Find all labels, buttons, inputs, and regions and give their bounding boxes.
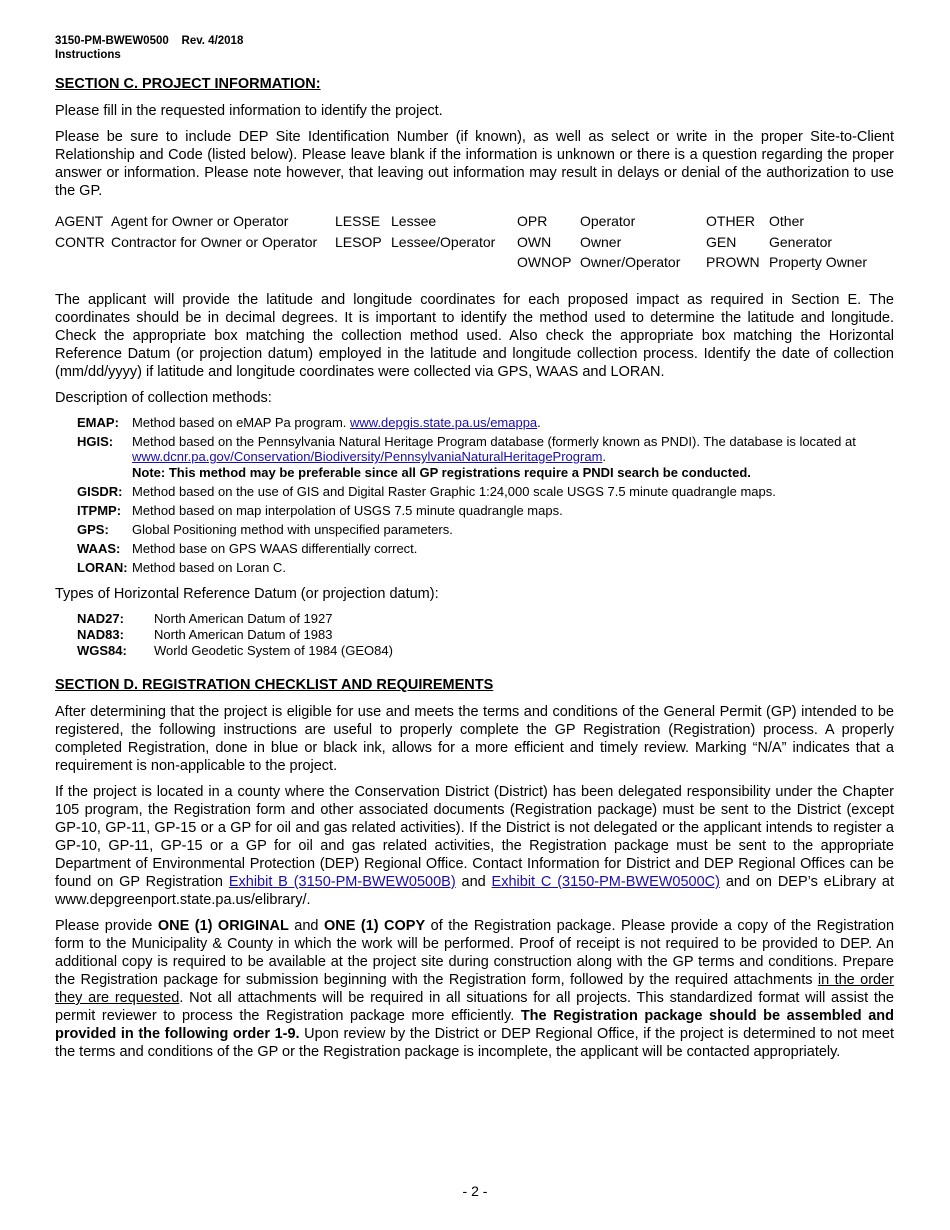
label-cell: Contractor for Owner or Operator	[111, 233, 318, 250]
datum-heading: Types of Horizontal Reference Datum (or projection datum):	[55, 586, 439, 602]
code-cell: OTHER	[706, 213, 755, 229]
label-cell: Agent for Owner or Operator	[111, 213, 289, 229]
label-cell: Lessee	[391, 213, 437, 229]
methods-heading: Description of collection methods:	[55, 389, 272, 406]
label-cell: Other	[769, 213, 805, 229]
code-cell: CONTR	[55, 233, 105, 250]
document-body	[55, 76, 894, 1069]
code-cell: LESOP	[335, 233, 382, 250]
section-d-submission: If the project is located in a county where the Conservation District (District) has been delegated responsibility under the Chapter 105 program, the Registration form and other associated documents (Registration package) must be sent to the District (except GP-10, GP-11, GP-15 or a GP for oil and gas related activities). If the District is not delegated or the applicant intends to register a GP-10, GP-11, GP-15 or a GP for oil and gas related activities, the Registration package must be sent to the appropriate Department of Environmental Protection (DEP) Regional Office. Contact Information for District and DEP Regional Offices can be found on GP Registration Exhibit B (3150-PM-BWEW0500B) and Exhibit C (3150-PM-BWEW0500C) and on DEP’s eLibrary at www.depgreenport.state.pa.us/elibrary/.	[55, 784, 894, 908]
label-cell: Owner/Operator	[580, 254, 681, 270]
method-code: EMAP	[77, 414, 115, 430]
label-cell: Generator	[769, 233, 833, 250]
code-cell: PROWN	[706, 254, 760, 270]
coordinates-instructions: The applicant will provide the latitude and longitude coordinates for each proposed impact as required in Section E. The coordinates should be in decimal degrees. It is important to identify the method used to determine the latitude and longitude. Check the appropriate box matching the collection method used. Also check the appropriate box matching the Horizontal Reference Datum (or projection datum) employed in the latitude and longitude collection process. Identify the date of collection (mm/dd/yyyy) if latitude and longitude coordinates were collected via GPS, WAAS and LORAN.	[55, 291, 894, 380]
section-d-intro: After determining that the project is eligible for use and meets the terms and conditions of the General Permit (GP) intended to be registered, the following instructions are useful to properly complete the GP Registration (Registration) process. A properly completed Registration, done in blue or black ink, allows for a more efficient and timely review. Marking “N/A” indicates that a requirement is non-applicable to the project.	[55, 704, 894, 774]
datum-text: North American Datum of 1927	[154, 611, 333, 626]
method-emap: EMAP: Method based on eMAP Pa program. www.depgis.state.pa.us/emappa.	[77, 414, 541, 430]
code-cell: OPR	[517, 213, 548, 229]
label-cell: Owner	[580, 233, 622, 250]
collection-methods-list	[77, 415, 894, 576]
method-code: HGIS	[77, 433, 109, 449]
exhibit-c-link[interactable]: Exhibit C (3150-PM-BWEW0500C)	[491, 874, 720, 890]
code-cell	[335, 254, 391, 275]
code-cell: LESSE	[335, 213, 381, 229]
method-text: Global Positioning method with unspecified parameters.	[132, 521, 453, 537]
label-cell: Lessee/Operator	[391, 233, 496, 250]
section-c-instructions: Please be sure to include DEP Site Identification Number (if known), as well as select or write in the proper Site-to-Client Relationship and Code (listed below). Please leave blank if the information is unknown or there is a question regarding the proper answer or information. Please note however, that leaving out information may result in delays or denial of the authorization to use the GP.	[55, 129, 894, 199]
method-text: Method based on Loran C.	[132, 559, 286, 575]
datum-text: World Geodetic System of 1984 (GEO84)	[154, 643, 393, 658]
doc-type: Instructions	[55, 49, 121, 61]
doc-id: 3150-PM-BWEW0500 Rev. 4/2018	[55, 35, 244, 47]
method-itpmp: ITPMP: Method based on map interpolation of USGS 7.5 minute quadrangle maps.	[77, 503, 894, 519]
hgis-note: Note: This method may be preferable since all GP registrations require a PNDI search be conducted.	[132, 464, 751, 480]
section-d-title: SECTION D. REGISTRATION CHECKLIST AND REQUIREMENTS	[55, 677, 494, 693]
method-code: ITPMP	[77, 502, 117, 518]
method-code: GPS	[77, 521, 105, 537]
label-cell: Operator	[580, 213, 636, 229]
datum-code: WGS84	[77, 643, 123, 658]
datum-item: WGS84: World Geodetic System of 1984 (GEO84)	[77, 643, 393, 658]
method-text: Method based on eMAP Pa program.	[132, 414, 350, 430]
datum-code: NAD83	[77, 627, 120, 642]
relationship-codes-table	[55, 213, 867, 275]
code-cell	[55, 254, 111, 275]
method-text: Method base on GPS WAAS differentially correct.	[132, 540, 418, 556]
emap-link[interactable]: www.depgis.state.pa.us/emappa	[350, 414, 538, 430]
method-loran: LORAN: Method based on Loran C.	[77, 560, 894, 576]
label-cell: Property Owner	[769, 254, 868, 270]
section-d-copies: Please provide ONE (1) ORIGINAL and ONE (1) COPY of the Registration package. Please provide a copy of the Registration form to the Municipality & County in which the work will be performed. Proof of receipt is not required to be provided to DEP. An additional copy is required to be available at the project site during construction along with the GP terms and conditions. Prepare the Registration package for submission beginning with the Registration form, followed by the required attachments in the order they are requested. Not all attachments will be required in all situations for all projects. This standardized format will assist the permit reviewer to process the Registration package more efficiently. The Registration package should be assembled and provided in the following order 1-9. Upon review by the District or DEP Regional Office, if the project is determined to not meet the terms and conditions of the GP or the Registration package is incomplete, the applicant will be contacted appropriately.	[55, 918, 895, 1060]
method-hgis: HGIS: Method based on the Pennsylvania Natural Heritage Program database (formerly known as PNDI). The database is located at www.dcnr.pa.gov/Conservation/Biodiversity/PennsylvaniaNaturalHeritageProgram. Note: This method may be preferable since all GP registrations require a PNDI search be conducted.	[77, 434, 894, 481]
method-code: LORAN	[77, 559, 124, 575]
section-c-title: SECTION C. PROJECT INFORMATION:	[55, 76, 321, 92]
datum-list	[77, 611, 894, 659]
method-text: Method based on map interpolation of USGS 7.5 minute quadrangle maps.	[132, 502, 563, 518]
method-code: GISDR	[77, 483, 119, 499]
label-cell	[391, 254, 517, 275]
method-gps: GPS: Global Positioning method with unspecified parameters.	[77, 522, 894, 538]
method-text: Method based on the Pennsylvania Natural Heritage Program database (formerly known as PNDI). The database is located at	[132, 433, 856, 449]
codes-row	[55, 254, 867, 275]
code-cell: OWN	[517, 233, 552, 250]
section-c-intro: Please fill in the requested information to identify the project.	[55, 103, 443, 119]
label-cell	[111, 254, 335, 275]
code-cell: AGENT	[55, 213, 104, 229]
document-header	[55, 34, 243, 62]
code-cell: OWNOP	[517, 254, 572, 270]
datum-code: NAD27	[77, 611, 120, 626]
codes-row	[55, 234, 867, 255]
code-cell: GEN	[706, 233, 737, 250]
method-code: WAAS	[77, 540, 116, 556]
exhibit-b-link[interactable]: Exhibit B (3150-PM-BWEW0500B)	[228, 874, 456, 890]
method-text: Method based on the use of GIS and Digital Raster Graphic 1:24,000 scale USGS 7.5 minute quadrangle maps.	[132, 483, 776, 499]
method-waas: WAAS: Method base on GPS WAAS differentially correct.	[77, 541, 894, 557]
datum-item: NAD83: North American Datum of 1983	[77, 627, 333, 642]
pnhp-link[interactable]: www.dcnr.pa.gov/Conservation/Biodiversity/PennsylvaniaNaturalHeritageProgram	[132, 449, 603, 464]
method-gisdr: GISDR: Method based on the use of GIS and Digital Raster Graphic 1:24,000 scale USGS 7.5 minute quadrangle maps.	[77, 484, 894, 500]
page-number: - 2 -	[462, 1183, 488, 1199]
datum-item: NAD27: North American Datum of 1927	[77, 611, 333, 626]
datum-text: North American Datum of 1983	[154, 627, 333, 642]
codes-row	[55, 213, 867, 234]
